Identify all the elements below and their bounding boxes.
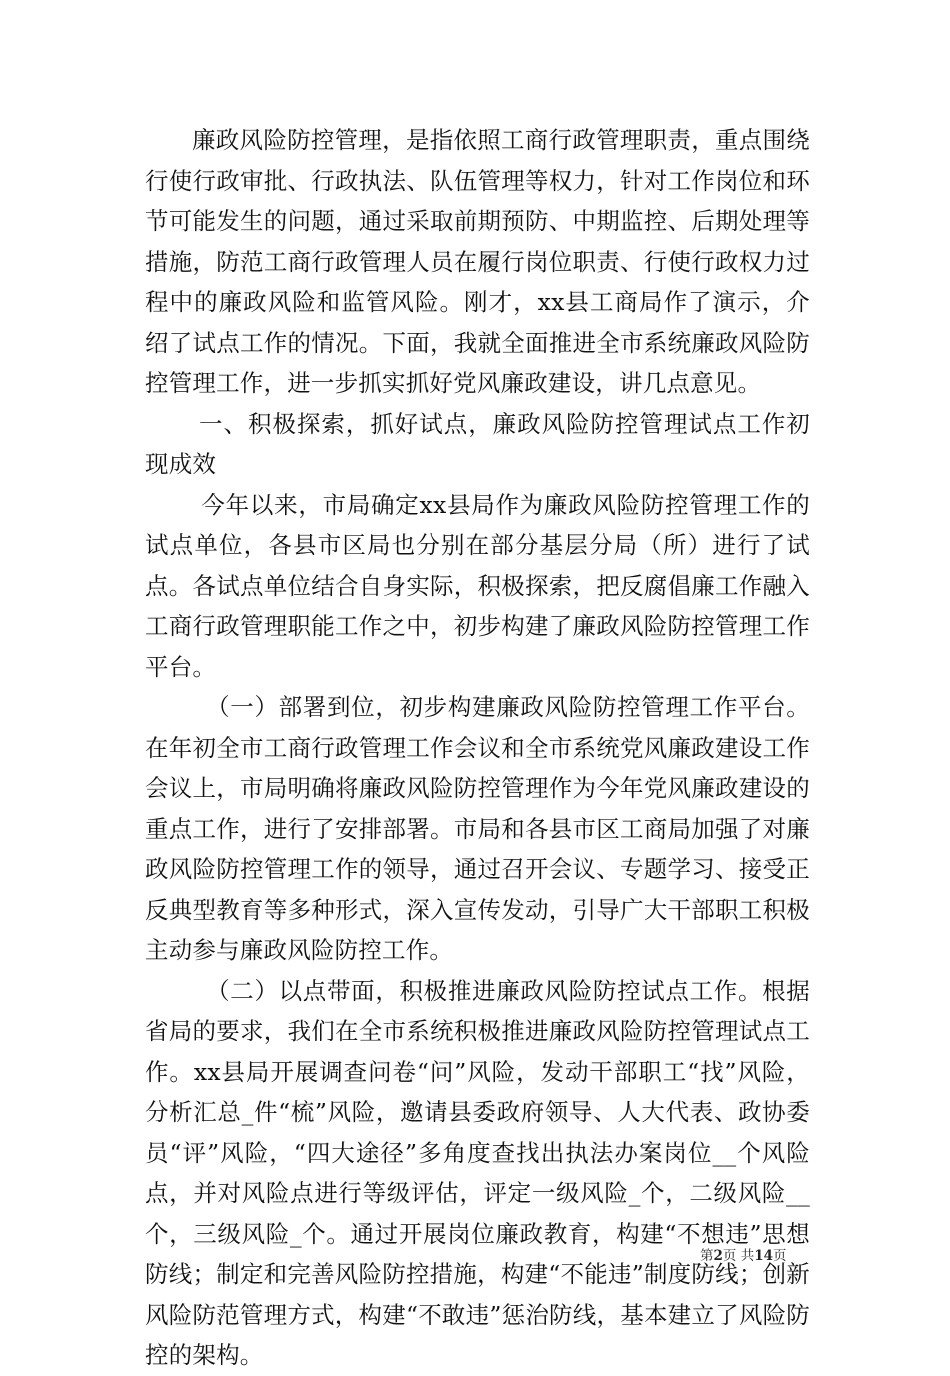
paragraph-deployment: （一）部署到位，初步构建廉政风险防控管理工作平台。在年初全市工商行政管理工作会议和全市系统党风廉政建设工作会议上，市局明确将廉政风险防控管理作为今年党风廉政建设的重点工作，进行了安排部署。市局和各县市区工商局加强了对廉政风险防控管理工作的领导，通过召开会议、专题学习、接受正反典型教育等多种形式，深入宣传发动，引导广大干部职工积极主动参与廉政风险防控工作。: [145, 693, 810, 964]
paragraph-pilot-intro: 今年以来，市局确定xx县局作为廉政风险防控管理工作的试点单位，各县市区局也分别在部分基层分局（所）进行了试点。各试点单位结合自身实际，积极探索，把反腐倡廉工作融入工商行政管理职能工作之中，初步构建了廉政风险防控管理工作平台。: [145, 490, 810, 681]
paragraph-promotion: （二）以点带面，积极推进廉政风险防控试点工作。根据省局的要求，我们在全市系统积极推进廉政风险防控管理试点工作。xx县局开展调查问卷“问”风险，发动干部职工“找”风险，分析汇总_件“梳”风险，邀请县委政府领导、人大代表、政协委员“评”风险，“四大途径”多角度查找出执法办案岗位__个风险点，并对风险点进行等级评估，评定一级风险_个，二级风险__个，三级风险_个。通过开展岗位廉政教育，构建“不想违”思想防线；制定和完善风险防控措施，构建“不能违”制度防线；创新风险防范管理方式，构建“不敢违”惩治防线，基本建立了风险防控的架构。: [145, 976, 810, 1369]
footer-prefix: 第: [700, 1248, 714, 1264]
page-number-footer: [700, 1244, 787, 1264]
paragraph-definition: 廉政风险防控管理，是指依照工商行政管理职责，重点围绕行使行政审批、行政执法、队伍管理等权力，针对工作岗位和环节可能发生的问题，通过采取前期预防、中期监控、后期处理等措施，防范工商行政管理人员在履行岗位职责、行使行政权力过程中的廉政风险和监管风险。刚才，xx县工商局作了演示，介绍了试点工作的情况。下面，我就全面推进全市系统廉政风险防控管理工作，进一步抓实抓好党风廉政建设，讲几点意见。: [145, 126, 810, 397]
footer-total-pages: 14: [754, 1248, 773, 1264]
footer-suffix: 页: [773, 1248, 787, 1264]
section-heading-one: 一、积极探索，抓好试点，廉政风险防控管理试点工作初现成效: [145, 409, 810, 478]
document-body: [145, 120, 810, 1376]
footer-current-page: 2: [713, 1248, 723, 1264]
footer-middle: 页 共: [722, 1248, 755, 1264]
